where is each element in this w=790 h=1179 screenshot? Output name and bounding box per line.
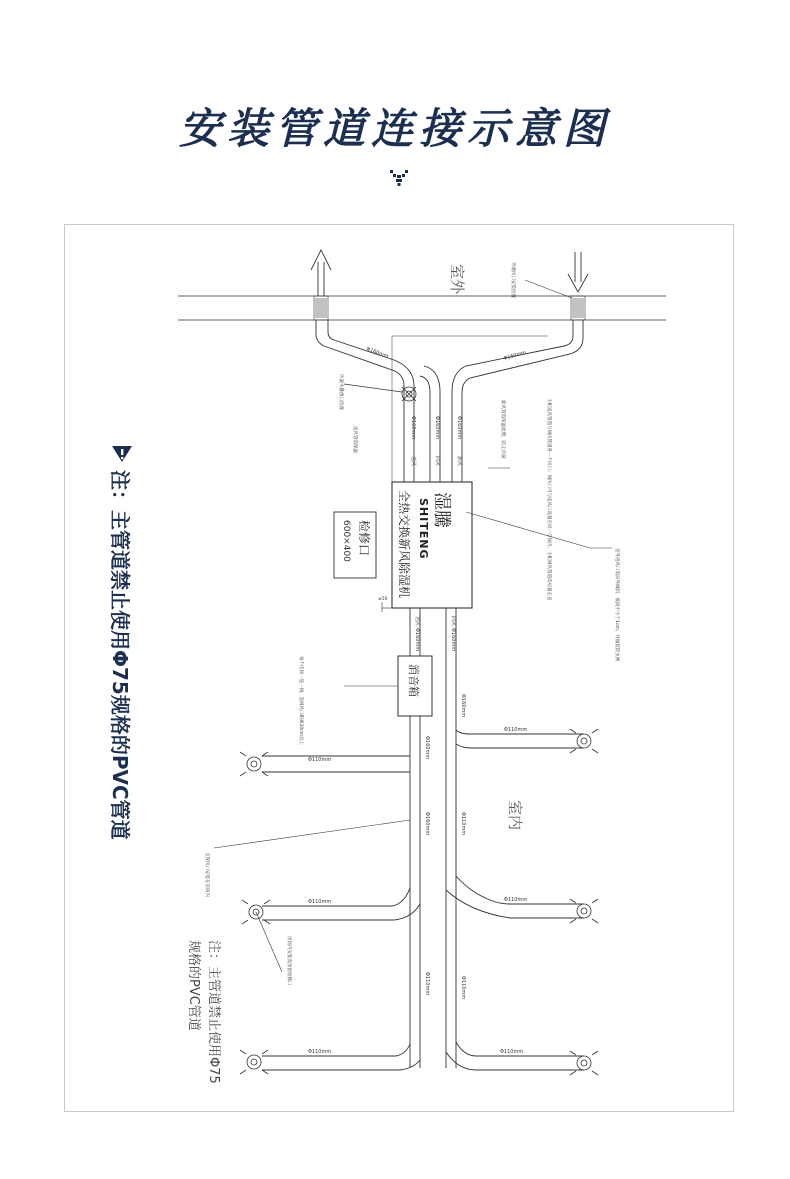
- annotation-branch: 支管风口安装在房间内: [204, 852, 209, 897]
- pipe-label-return: 回风: [450, 616, 456, 627]
- pipe-size-label: Φ160mm: [424, 736, 430, 760]
- unit-brand-cn: 湿騰: [431, 492, 452, 528]
- annotation-outdoor-vent: 外墙风口安装位置: [510, 262, 515, 298]
- pipe-size-label: Φ160mm: [424, 812, 430, 836]
- annotation-insulation: 新风管需保温处理，防止冷凝: [500, 400, 505, 459]
- pipe-size-label: Φ110mm: [460, 976, 466, 1000]
- pipe-size-label: Φ160mm: [460, 694, 466, 718]
- service-port-size: 600×400: [341, 520, 351, 562]
- pipe-size-label: Φ160mm: [450, 628, 456, 652]
- pipe-size-label: Φ110mm: [424, 972, 430, 996]
- pipe-size-label: Φ160mm: [365, 346, 390, 360]
- pipe-size-label: Φ160mm: [410, 416, 416, 440]
- pipe-size-label: Φ110mm: [460, 812, 466, 836]
- pipe-size-label: Φ160mm: [414, 628, 420, 652]
- pipe-size-label: Φ110mm: [308, 757, 332, 763]
- pipe-size-label: Φ110mm: [504, 727, 528, 733]
- annotation-supply-return: 送风管需保温: [352, 426, 357, 453]
- pipe-label-fresh: 新风: [456, 456, 462, 467]
- pipe-size-label: Φ160mm: [502, 349, 527, 362]
- pipe-size-label: Φ110mm: [500, 1049, 524, 1055]
- intake-arrow-icon: [568, 252, 588, 292]
- annotation-room-vent: 每个房间一送一回，送回风口距离20cm以上: [298, 656, 303, 746]
- pipe-size-label: Φ110mm: [308, 1049, 332, 1055]
- condensate-port: [344, 384, 416, 401]
- indoor-label: 室内: [506, 800, 524, 831]
- outdoor-label: 室外: [448, 264, 466, 295]
- wall-penetration-left: [314, 296, 328, 320]
- small-note-line2: 规格的PVC管道: [186, 940, 201, 1031]
- small-note-line1: 注：主管道禁止使用Φ75: [206, 940, 221, 1084]
- pipe-size-label: Φ160mm: [434, 416, 440, 440]
- pipe-label-return: 回风: [434, 456, 440, 467]
- exhaust-arrow-icon: [311, 250, 331, 296]
- annotation-slope: 室外进风口需向外倾斜，坡度不小于1cm，并加装防虫网: [614, 548, 619, 662]
- vent-terminal: [570, 899, 598, 923]
- annotation-pipe-rule: 主机送风管道与回风管道各一个风口；回风口可与送风口设置在同一空间内，主机回风管道需尽量走直: [546, 398, 551, 601]
- service-port-label: 检修口: [357, 520, 371, 557]
- unit-brand-en: SHITENG: [417, 498, 430, 560]
- vent-terminal: [570, 1051, 598, 1075]
- main-pipe-note: 注：主管道禁止使用Φ75规格的PVC管道: [108, 470, 132, 840]
- branch-pipes-left: [262, 756, 420, 1070]
- annotation-condensate: 冷凝水排放口位置: [338, 374, 343, 410]
- annotation-ceiling: 吊顶内安装需预留检修口: [286, 936, 291, 986]
- page-title: 安装管道连接示意图: [178, 104, 611, 153]
- dimension-gap: ≥50: [378, 597, 388, 602]
- pipe-size-label: Φ110mm: [308, 899, 332, 905]
- pipe-label-supply: 送风: [414, 616, 420, 627]
- wall-penetration-right: [571, 296, 585, 320]
- outer-wall: [178, 296, 666, 320]
- unit-name: 全热交换新风除湿机: [397, 490, 411, 599]
- warning-triangle-icon: [112, 446, 132, 462]
- upper-pipes: [316, 320, 583, 482]
- muffler-label: 消音箱: [407, 664, 420, 697]
- pipe-size-label: Φ110mm: [504, 897, 528, 903]
- pipe-label-supply: 送风: [410, 456, 416, 467]
- vent-terminal: [570, 729, 598, 753]
- pipe-size-label: Φ160mm: [456, 416, 462, 440]
